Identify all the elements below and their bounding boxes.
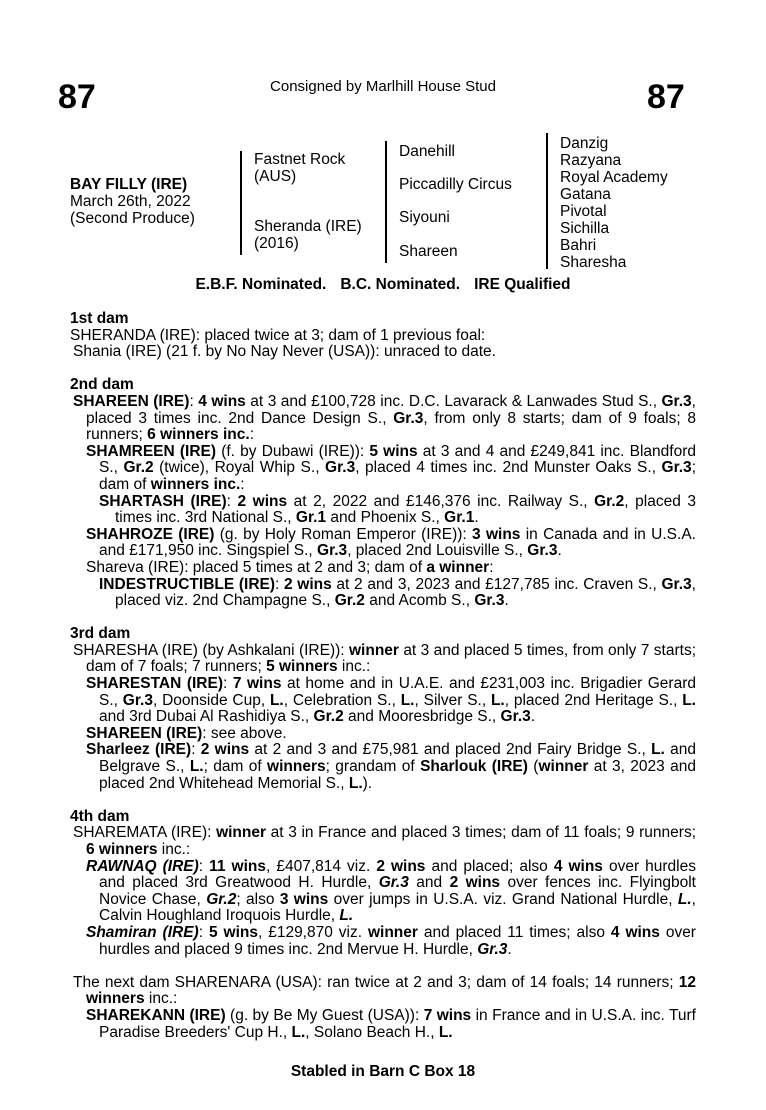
section-heading-1st-dam: 1st dam xyxy=(70,310,129,327)
pedigree-bracket-1 xyxy=(240,151,242,255)
catalogue-body xyxy=(70,311,696,1041)
pedigree-gen2-2: Siyouni xyxy=(399,209,450,226)
first-dam-text: SHERANDA (IRE): placed twice at 3; dam of 1 previous foal: xyxy=(70,326,486,344)
section-heading-4th-dam: 4th dam xyxy=(70,807,130,825)
shareva-entry: Shareva (IRE): placed 5 times at 2 and 3; dam of a winner: xyxy=(86,558,494,576)
pedigree-bracket-3 xyxy=(546,133,548,269)
second-dam-text: SHAREEN (IRE): 4 wins at 3 and £100,728 inc. D.C. Lavarack & Lanwades Stud S., Gr.3, placed 3 times inc. 2nd Dance Design S., Gr.3, from only 8 starts; dam of 9 foals; 8 runners; 6 winners inc.: xyxy=(73,392,697,444)
fourth-dam-text: SHAREMATA (IRE): winner at 3 in France and placed 3 times; dam of 11 foals; 9 runners; 6 winners inc.: xyxy=(73,824,696,858)
third-dam-text: SHARESHA (IRE) (by Ashkalani (IRE)): winner at 3 and placed 5 times, from only 7 starts; dam of 7 foals; 7 runners; 5 winners inc.: xyxy=(73,641,696,676)
pedigree-bracket-2 xyxy=(385,141,387,263)
lot-number-left: 87 xyxy=(58,78,96,116)
pedigree-sire: Fastnet Rock (AUS) xyxy=(254,151,346,185)
shartash-entry: SHARTASH (IRE): 2 wins at 2, 2022 and £146,376 inc. Railway S., Gr.2, placed 3 times inc. 3rd National S., Gr.1 and Phoenix S., Gr.1. xyxy=(99,492,696,527)
shamreen-entry: SHAMREEN (IRE) (f. by Dubawi (IRE)): 5 wins at 3 and 4 and £249,841 inc. Blandford S., Gr.2 (twice), Royal Whip S., Gr.3, placed 4 times inc. 2nd Munster Oaks S., Gr.3; dam of winners inc.: xyxy=(86,442,697,493)
horse-title: BAY FILLY (IRE) xyxy=(70,176,188,193)
sharestan-entry: SHARESTAN (IRE): 7 wins at home and in U.A.E. and £231,003 inc. Brigadier Gerard S., Gr.3, Doonside Cup, L., Celebration S., L., Silver S., L., placed 2nd Heritage S., L. and 3rd Dubai Al Rashidiya S., Gr.2 and Mooresbridge S., Gr.3. xyxy=(86,675,696,726)
section-heading-2nd-dam: 2nd dam xyxy=(70,376,134,394)
pedigree-gen3: Danzig Razyana Royal Academy Gatana Pivotal Sichilla Bahri Sharesha xyxy=(560,135,668,271)
pedigree-gen2-3: Shareen xyxy=(399,243,458,260)
next-dam-text: The next dam SHARENARA (USA): ran twice at 2 and 3; dam of 14 foals; 14 runners; 12 winners inc.: xyxy=(73,973,696,1008)
stabling-info: Stabled in Barn C Box 18 xyxy=(290,1063,476,1080)
nominations: E.B.F. Nominated. B.C. Nominated. IRE Qualified xyxy=(195,276,571,293)
indestructible-entry: INDESTRUCTIBLE (IRE): 2 wins at 2 and 3, 2023 and £127,785 inc. Craven S., Gr.3, placed viz. 2nd Champagne S., Gr.2 and Acomb S., Gr.3. xyxy=(99,575,696,610)
shamiran-entry: Shamiran (IRE): 5 wins, £129,870 viz. winner and placed 11 times; also 4 wins over hurdles and placed 9 times inc. 2nd Mervue H. Hurdle, Gr.3. xyxy=(86,923,696,958)
shareen-see-above: SHAREEN (IRE): see above. xyxy=(86,724,287,742)
sharekann-entry: SHAREKANN (IRE) (g. by Be My Guest (USA)): 7 wins in France and in U.S.A. inc. Turf Paradise Breeders' Cup H., L., Solano Beach H., L. xyxy=(86,1006,696,1041)
rawnaq-entry: RAWNAQ (IRE): 11 wins, £407,814 viz. 2 wins and placed; also 4 wins over hurdles and placed 3rd Greatwood H. Hurdle, Gr.3 and 2 wins over fences inc. Flyingbolt Novice Chase, Gr.2; also 3 wins over jumps in U.S.A. viz. Grand National Hurdle, L., Calvin Houghland Iroquois Hurdle, L. xyxy=(86,857,696,925)
sharleez-entry: Sharleez (IRE): 2 wins at 2 and 3 and £75,981 and placed 2nd Fairy Bridge S., L. and Belgrave S., L.; dam of winners; grandam of Sharlouk (IRE) (winner at 3, 2023 and placed 2nd Whitehead Memorial S., L.). xyxy=(86,741,697,792)
horse-dob: March 26th, 2022 xyxy=(70,193,191,210)
pedigree-dam: Sheranda (IRE) (2016) xyxy=(254,218,362,252)
pedigree-gen2-0: Danehill xyxy=(399,143,456,160)
horse-info xyxy=(70,176,195,227)
consignor: Consigned by Marlhill House Stud xyxy=(270,78,496,95)
shahroze-entry: SHAHROZE (IRE) (g. by Holy Roman Emperor (IRE)): 3 wins in Canada and in U.S.A. and £171,950 inc. Singspiel S., Gr.3, placed 2nd Louisville S., Gr.3. xyxy=(86,525,696,560)
pedigree-gen2-1: Piccadilly Circus xyxy=(399,176,512,193)
lot-number-right: 87 xyxy=(647,78,685,116)
section-heading-3rd-dam: 3rd dam xyxy=(70,625,131,643)
first-dam-foal: Shania (IRE) (21 f. by No Nay Never (USA)): unraced to date. xyxy=(73,343,496,361)
horse-produce: (Second Produce) xyxy=(70,210,195,227)
